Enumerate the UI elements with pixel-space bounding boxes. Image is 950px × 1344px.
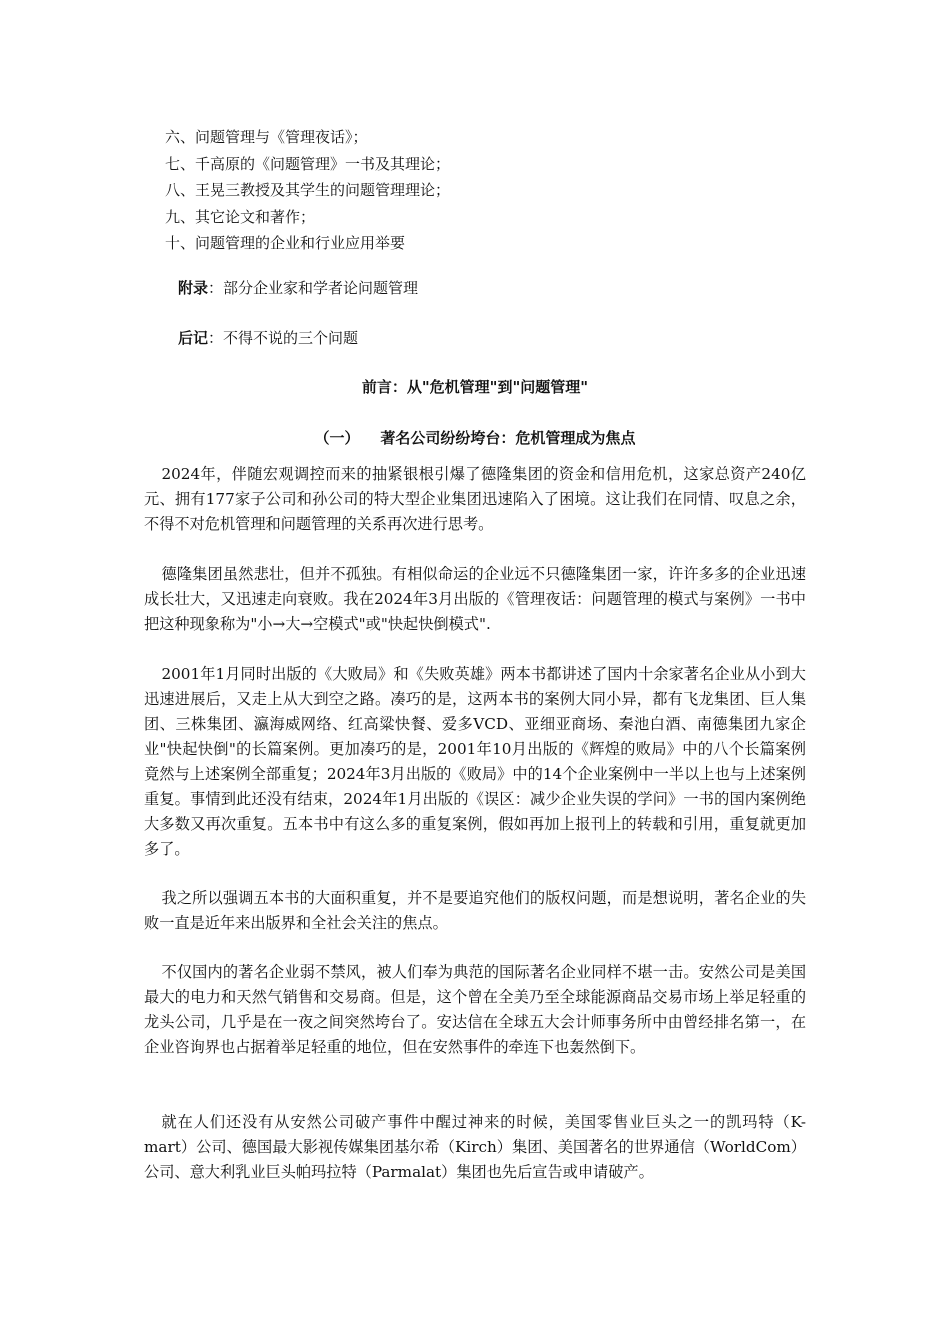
body-paragraph: 就在人们还没有从安然公司破产事件中醒过神来的时候，美国零售业巨头之一的凯玛特（K-mart）公司、德国最大影视传媒集团基尔希（Kirch）集团、美国著名的世界通信（WorldCom）公司、意大利乳业巨头帕玛拉特（Parmalat）集团也先后宣告或申请破产。 bbox=[144, 1113, 806, 1181]
toc-item: 六、问题管理与《管理夜话》； bbox=[165, 128, 368, 146]
body-paragraph: 我之所以强调五本书的大面积重复，并不是要追究他们的版权问题，而是想说明，著名企业的失败一直是近年来出版界和全社会关注的焦点。 bbox=[144, 889, 806, 932]
body-paragraph: 2001年1月同时出版的《大败局》和《失败英雄》两本书都讲述了国内十余家著名企业从小到大迅速进展后，又走上从大到空之路。凑巧的是，这两本书的案例大同小异，都有飞龙集团、巨人集团、三株集团、瀛海威网络、红高粱快餐、爱多VCD、亚细亚商场、秦池白酒、南德集团九家企业"快起快倒"的长篇案例。更加凑巧的是，2001年10月出版的《辉煌的败局》中的八个长篇案例竟然与上述案例全部重复；2024年3月出版的《败局》中的14个企业案例中一半以上也与上述案例重复。事情到此还没有结束，2024年1月出版的《误区：减少企业失误的学问》一书的国内案例绝大多数又再次重复。五本书中有这么多的重复案例，假如再加上报刊上的转载和引用，重复就更加多了。 bbox=[144, 665, 806, 858]
appendix-label: 附录 bbox=[178, 279, 209, 297]
postscript-label: 后记 bbox=[178, 329, 209, 347]
toc-item: 十、问题管理的企业和行业应用举要 bbox=[165, 234, 406, 252]
body-paragraph: 德隆集团虽然悲壮，但并不孤独。有相似命运的企业远不只德隆集团一家，许许多多的企业迅速成长壮大，又迅速走向衰败。我在2024年3月出版的《管理夜话：问题管理的模式与案例》一书中把这种现象称为"小→大→空模式"或"快起快倒模式". bbox=[144, 565, 806, 633]
appendix-line bbox=[178, 277, 418, 298]
toc-item: 九、其它论文和著作； bbox=[165, 207, 316, 226]
body-paragraph: 不仅国内的著名企业弱不禁风，被人们奉为典范的国际著名企业同样不堪一击。安然公司是美国最大的电力和天然气销售和交易商。但是，这个曾在全美乃至全球能源商品交易市场上举足轻重的龙头公司，几乎是在一夜之间突然垮台了。安达信在全球五大会计师事务所中由曾经排名第一，在企业咨询界也占据着举足轻重的地位，但在安然事件的牵连下也轰然倒下。 bbox=[144, 963, 806, 1056]
toc-item: 八、王晃三教授及其学生的问题管理理论； bbox=[165, 181, 451, 199]
postscript-text: ：不得不说的三个问题 bbox=[208, 329, 359, 347]
section-title: （一） 著名公司纷纷垮台：危机管理成为焦点 bbox=[314, 429, 636, 447]
body-paragraph: 2024年，伴随宏观调控而来的抽紧银根引爆了德隆集团的资金和信用危机，这家总资产240亿元、拥有177家子公司和孙公司的特大型企业集团迅速陷入了困境。这让我们在同情、叹息之余，不得不对危机管理和问题管理的关系再次进行思考。 bbox=[144, 465, 806, 533]
table-of-contents bbox=[165, 124, 450, 257]
postscript-line bbox=[178, 327, 358, 348]
appendix-text: ：部分企业家和学者论问题管理 bbox=[208, 279, 419, 297]
preface-title: 前言：从"危机管理"到"问题管理" bbox=[361, 378, 589, 396]
toc-item: 七、千高原的《问题管理》一书及其理论； bbox=[165, 154, 451, 173]
